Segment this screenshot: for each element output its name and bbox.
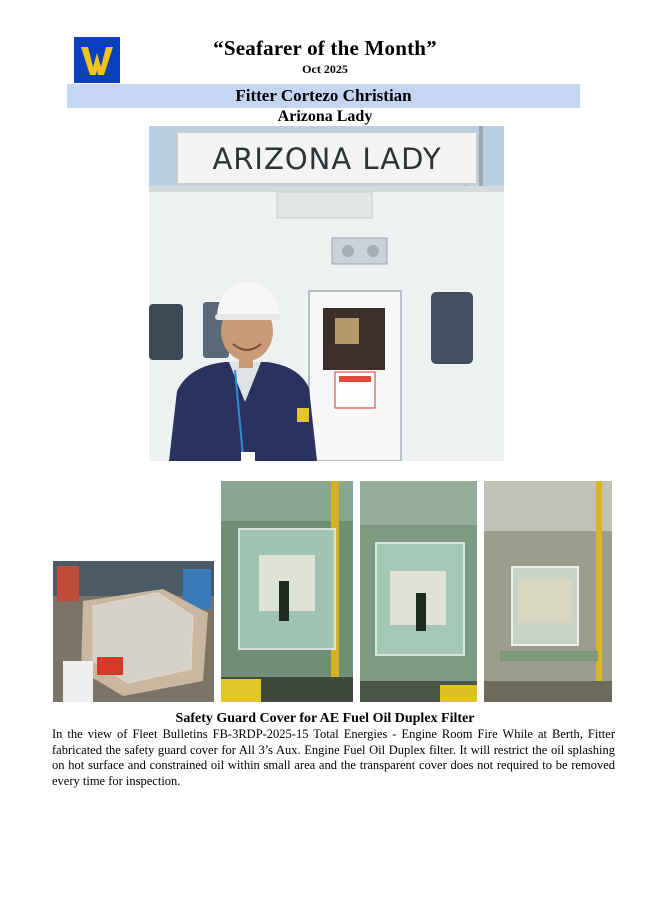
page-title: “Seafarer of the Month” <box>213 36 437 60</box>
issue-date: Oct 2025 <box>302 62 348 76</box>
seafarer-name: Fitter Cortezo Christian <box>67 84 580 108</box>
installed-cover-photo-1 <box>221 481 353 702</box>
vessel-name: Arizona Lady <box>277 108 373 125</box>
article-body: In the view of Fleet Bulletins FB-3RDP-2025-15 Total Energies - Engine Room Fire While at Berth, Fitter fabricated the safety guard cover for All 3’s Aux. Engine Fuel Oil Duplex filter. It will restrict the oil splashing on hot surface and constrained oil within small area and the transparent cover does not required to be removed every time for inspection. <box>52 727 615 788</box>
installed-cover-photo-3 <box>484 481 612 702</box>
ship-sign-text: ARIZONA LADY <box>212 142 442 176</box>
cover-fabrication-photo <box>53 561 214 702</box>
seafarer-portrait-photo <box>149 126 504 461</box>
article-heading: Safety Guard Cover for AE Fuel Oil Duplex Filter <box>175 711 475 726</box>
installed-cover-photo-2 <box>360 481 477 702</box>
